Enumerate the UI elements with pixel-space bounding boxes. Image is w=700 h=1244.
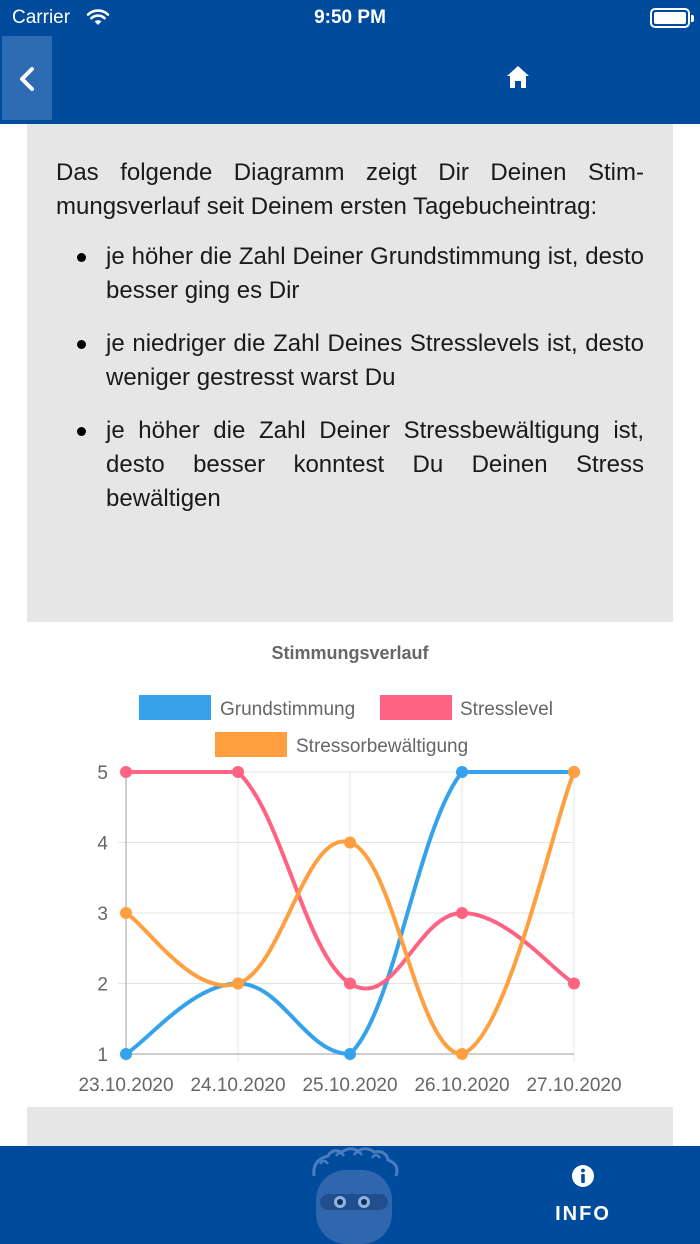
explanation-box [27, 124, 673, 622]
status-time: 9:50 PM [314, 7, 386, 28]
legend-label: Grundstimmung [220, 699, 356, 720]
chevron-left-icon [16, 66, 38, 92]
bullet-stresslevel: je niedriger die Zahl Deines Stresslevels ist, desto weniger gestresst warst Du [56, 327, 644, 395]
y-tick-label: 4 [97, 833, 108, 855]
data-point[interactable] [456, 766, 468, 778]
content-card-bottom [27, 1107, 673, 1147]
data-point[interactable] [344, 1048, 356, 1060]
legend-label: Stressorbewältigung [296, 736, 469, 757]
x-tick-label: 27.10.2020 [526, 1075, 622, 1096]
mascot-icon[interactable] [306, 1146, 402, 1244]
data-point[interactable] [120, 766, 132, 778]
info-icon [571, 1164, 595, 1188]
x-tick-label: 23.10.2020 [78, 1075, 174, 1096]
data-point[interactable] [120, 1048, 132, 1060]
navigation-bar [0, 0, 700, 124]
legend-swatch[interactable] [139, 695, 211, 720]
status-bar [0, 0, 700, 36]
y-tick-label: 5 [97, 763, 108, 784]
home-button[interactable] [498, 58, 538, 98]
battery-icon [650, 8, 690, 28]
legend-swatch[interactable] [215, 732, 287, 757]
mood-chart [0, 622, 700, 1107]
data-point[interactable] [456, 1048, 468, 1060]
info-tab[interactable] [548, 1164, 618, 1228]
chart-canvas [0, 622, 700, 1107]
data-point[interactable] [568, 766, 580, 778]
tab-bar [0, 1146, 700, 1244]
bullet-stressbewaeltigung: je höher die Zahl Deiner Stressbewältigung ist, desto besser konntest Du Deinen Stress bewältigen [56, 414, 644, 516]
back-button[interactable] [2, 36, 52, 120]
legend-label: Stresslevel [460, 699, 553, 720]
x-tick-label: 26.10.2020 [414, 1075, 510, 1096]
x-tick-label: 24.10.2020 [190, 1075, 286, 1096]
y-tick-label: 2 [97, 974, 108, 996]
y-tick-label: 3 [97, 904, 108, 925]
bullet-grundstimmung: je höher die Zahl Deiner Grundstimmung ist, desto besser ging es Dir [56, 240, 644, 308]
data-point[interactable] [120, 907, 132, 919]
data-point[interactable] [456, 907, 468, 919]
carrier-label: Carrier [12, 7, 71, 28]
x-tick-label: 25.10.2020 [302, 1075, 398, 1096]
y-tick-label: 1 [97, 1045, 108, 1066]
intro-text: Das folgende Diagramm zeigt Dir Deinen Stimmungsverlauf seit Deinem ersten Tagebucheintrag: [56, 159, 644, 220]
info-tab-label: INFO [555, 1203, 611, 1225]
home-icon [498, 58, 538, 98]
data-point[interactable] [344, 837, 356, 849]
data-point[interactable] [568, 978, 580, 990]
data-point[interactable] [344, 978, 356, 990]
data-point[interactable] [232, 978, 244, 990]
data-point[interactable] [232, 766, 244, 778]
bullet-list [56, 240, 644, 516]
legend-swatch[interactable] [380, 695, 452, 720]
chart-title: Stimmungsverlauf [271, 643, 429, 663]
